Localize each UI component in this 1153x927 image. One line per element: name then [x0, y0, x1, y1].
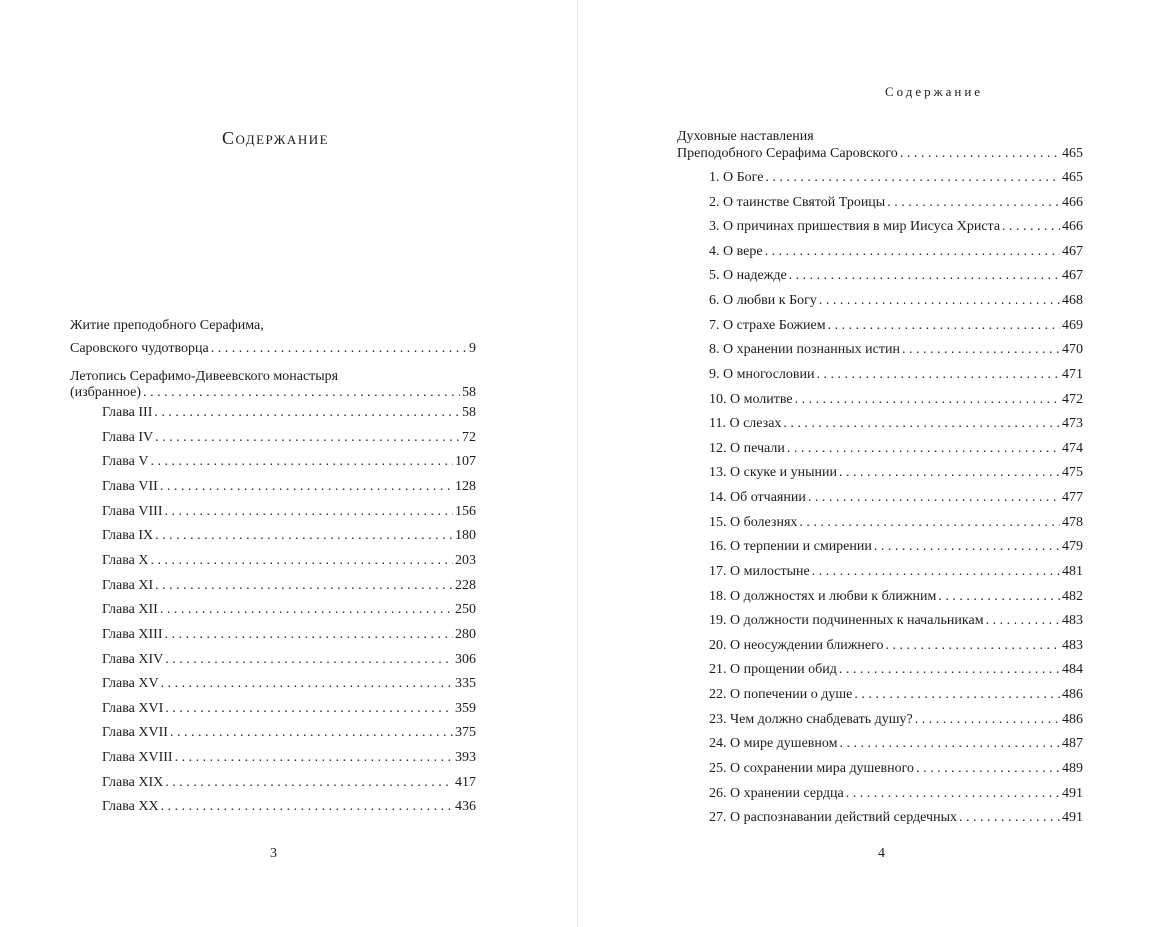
toc-page-number: 478	[1062, 514, 1083, 530]
dot-leader	[151, 453, 454, 471]
toc-page-number: 306	[455, 651, 476, 667]
toc-entry-label: (избранное)	[70, 385, 142, 400]
toc-entry-label: Глава IV	[102, 429, 154, 445]
toc-chapter-item[interactable]	[102, 798, 476, 816]
dot-leader	[846, 785, 1060, 803]
dot-leader	[143, 384, 460, 402]
toc-page-number: 489	[1062, 760, 1083, 776]
toc-entry-label: Глава XX	[102, 799, 159, 815]
toc-instruction-item[interactable]	[709, 317, 1083, 335]
toc-chapter-item[interactable]	[102, 527, 476, 545]
toc-page-number: 469	[1062, 317, 1083, 333]
toc-entry-label: Глава X	[102, 552, 149, 568]
dot-leader	[160, 601, 453, 619]
toc-entry-label: Глава XVI	[102, 700, 164, 716]
dot-leader	[789, 267, 1060, 285]
dot-leader	[160, 478, 453, 496]
toc-instruction-item[interactable]	[709, 686, 1083, 704]
dot-leader	[151, 552, 454, 570]
toc-chapter-item[interactable]	[102, 675, 476, 693]
dot-leader	[839, 661, 1060, 679]
toc-instruction-item[interactable]	[709, 169, 1083, 187]
toc-entry-label: 21. О прощении обид	[709, 662, 837, 678]
toc-page-number: 484	[1062, 662, 1083, 678]
toc-page-number: 335	[455, 676, 476, 692]
dot-leader	[874, 538, 1060, 556]
toc-entry-label: 9. О многословии	[709, 366, 815, 382]
toc-instruction-item[interactable]	[709, 612, 1083, 630]
dot-leader	[1002, 218, 1060, 236]
toc-page-number: 473	[1062, 416, 1083, 432]
toc-page-number: 477	[1062, 490, 1083, 506]
toc-page-number: 468	[1062, 293, 1083, 309]
dot-leader	[170, 724, 453, 742]
dot-leader	[799, 514, 1060, 532]
toc-page-number: 466	[1062, 194, 1083, 210]
toc-instruction-item[interactable]	[709, 637, 1083, 655]
dot-leader	[765, 243, 1060, 261]
dot-leader	[164, 503, 453, 521]
toc-page-number: 465	[1062, 146, 1083, 161]
toc-entry-label: 1. О Боге	[709, 170, 764, 185]
toc-entry-label: 6. О любви к Богу	[709, 293, 817, 309]
dot-leader	[165, 651, 453, 669]
toc-instruction-item[interactable]	[709, 464, 1083, 482]
toc-page-number: 474	[1062, 440, 1083, 456]
toc-chapter-item[interactable]	[102, 404, 476, 422]
toc-chapter-item[interactable]	[102, 478, 476, 496]
toc-entry-label: 19. О должности подчиненных к начальникам	[709, 613, 984, 629]
toc-instruction-item[interactable]	[709, 514, 1083, 532]
toc-instruction-item[interactable]	[709, 366, 1083, 384]
toc-entry-label: 2. О таинстве Святой Троицы	[709, 194, 886, 210]
toc-chapter-item[interactable]	[102, 724, 476, 742]
toc-entry-label: 5. О надежде	[709, 268, 787, 284]
dot-leader	[808, 489, 1060, 507]
toc-instruction-item[interactable]	[709, 661, 1083, 679]
toc-entry-zhitie[interactable]	[70, 340, 476, 358]
dot-leader	[154, 404, 460, 422]
toc-instruction-item[interactable]	[709, 735, 1083, 753]
toc-page-number: 467	[1062, 268, 1083, 284]
dot-leader	[819, 292, 1060, 310]
left-page-title: Содержание	[221, 128, 330, 148]
toc-page-number: 417	[455, 774, 476, 790]
toc-entry-label: 4. О вере	[709, 243, 763, 259]
toc-entry-label: 15. О болезнях	[709, 514, 798, 530]
toc-page-number: 359	[455, 700, 476, 716]
toc-entry-label: 20. О неосуждении ближнего	[709, 637, 884, 653]
toc-chapter-item[interactable]	[102, 577, 476, 595]
toc-instruction-item[interactable]	[709, 809, 1083, 827]
toc-chapter-item[interactable]	[102, 749, 476, 767]
toc-entry-label: 22. О попечении о душе	[709, 687, 853, 703]
toc-instruction-item[interactable]	[709, 194, 1083, 212]
toc-entry-label: Глава XIII	[102, 626, 163, 642]
toc-entry-label: Глава XII	[102, 602, 158, 618]
dot-leader	[840, 735, 1061, 753]
dot-leader	[161, 675, 453, 693]
toc-instruction-item[interactable]	[709, 760, 1083, 778]
toc-page-number: 72	[462, 429, 476, 445]
toc-entry-zhitie-line1: Житие преподобного Серафима,	[70, 318, 264, 333]
toc-chapter-item[interactable]	[102, 453, 476, 471]
toc-entry-letopis[interactable]	[70, 384, 476, 402]
toc-section-entry[interactable]	[677, 145, 1083, 163]
toc-chapter-item[interactable]	[102, 774, 476, 792]
toc-page-number: 471	[1062, 366, 1083, 382]
toc-chapter-item[interactable]	[102, 626, 476, 644]
toc-entry-label: Глава XVIII	[102, 750, 173, 766]
toc-instruction-item[interactable]	[709, 267, 1083, 285]
dot-leader	[165, 700, 453, 718]
dot-leader	[817, 366, 1061, 384]
dot-leader	[787, 440, 1060, 458]
toc-entry-label: Глава XV	[102, 676, 159, 692]
toc-chapter-item[interactable]	[102, 429, 476, 447]
toc-page-number: 393	[455, 750, 476, 766]
dot-leader	[938, 588, 1060, 606]
toc-instruction-item[interactable]	[709, 292, 1083, 310]
toc-entry-label: Глава V	[102, 454, 149, 470]
dot-leader	[900, 145, 1060, 163]
toc-page-number: 482	[1062, 588, 1083, 604]
toc-entry-label: 16. О терпении и смирении	[709, 539, 872, 555]
toc-chapter-item[interactable]	[102, 700, 476, 718]
dot-leader	[211, 340, 467, 358]
toc-page-number: 180	[455, 528, 476, 544]
toc-entry-label: Глава VIII	[102, 503, 163, 519]
toc-entry-label: Глава XIV	[102, 651, 164, 667]
dot-leader	[986, 612, 1060, 630]
dot-leader	[916, 760, 1060, 778]
dot-leader	[854, 686, 1060, 704]
dot-leader	[886, 637, 1060, 655]
dot-leader	[839, 464, 1060, 482]
toc-entry-label: 14. Об отчаянии	[709, 490, 806, 506]
dot-leader	[164, 626, 453, 644]
toc-instruction-item[interactable]	[709, 711, 1083, 729]
toc-entry-label: 3. О причинах пришествия в мир Иисуса Христа	[709, 219, 1001, 235]
toc-entry-label: Глава III	[102, 405, 153, 420]
toc-entry-label: 11. О слезах	[709, 416, 782, 432]
toc-page-number: 58	[462, 405, 476, 420]
toc-page-number: 128	[455, 478, 476, 494]
toc-entry-label: 18. О должностях и любви к ближним	[709, 588, 937, 604]
toc-page-number: 481	[1062, 563, 1083, 579]
page-number: 3	[270, 846, 277, 861]
toc-page-number: 156	[455, 503, 476, 519]
dot-leader	[795, 391, 1060, 409]
toc-instruction-item[interactable]	[709, 341, 1083, 359]
dot-leader	[902, 341, 1060, 359]
toc-page-number: 472	[1062, 391, 1083, 407]
dot-leader	[783, 415, 1060, 433]
toc-page-number: 487	[1062, 736, 1083, 752]
page-number: 4	[878, 846, 885, 861]
toc-instruction-item[interactable]	[709, 243, 1083, 261]
dot-leader	[165, 774, 453, 792]
running-header-title: Содержание	[884, 84, 984, 99]
toc-page-number: 486	[1062, 711, 1083, 727]
dot-leader	[175, 749, 453, 767]
dot-leader	[765, 169, 1060, 187]
toc-chapter-item[interactable]	[102, 552, 476, 570]
toc-entry-label: 13. О скуке и унынии	[709, 465, 837, 481]
toc-page-number: 436	[455, 799, 476, 815]
toc-instruction-item[interactable]	[709, 218, 1083, 236]
toc-page-number: 9	[469, 341, 476, 356]
toc-page-number: 486	[1062, 687, 1083, 703]
toc-entry-label: 7. О страхе Божием	[709, 317, 826, 333]
toc-entry-label: 10. О молитве	[709, 391, 793, 407]
dot-leader	[828, 317, 1060, 335]
toc-page-number: 491	[1062, 785, 1083, 801]
toc-entry-label: Глава XVII	[102, 725, 168, 741]
toc-page-number: 483	[1062, 637, 1083, 653]
toc-chapter-item[interactable]	[102, 651, 476, 669]
toc-instruction-item[interactable]	[709, 415, 1083, 433]
toc-instruction-item[interactable]	[709, 391, 1083, 409]
dot-leader	[161, 798, 453, 816]
toc-entry-label: Глава XIX	[102, 774, 164, 790]
dot-leader	[959, 809, 1060, 827]
toc-entry-label: 26. О хранении сердца	[709, 785, 844, 801]
toc-entry-label: Глава XI	[102, 577, 154, 593]
toc-entry-label: Глава VII	[102, 478, 158, 494]
toc-instruction-item[interactable]	[709, 489, 1083, 507]
toc-page-number: 483	[1062, 613, 1083, 629]
toc-page-number: 465	[1062, 170, 1083, 185]
toc-page-number: 107	[455, 454, 476, 470]
dot-leader	[812, 563, 1060, 581]
toc-entry-label: 25. О сохранении мира душевного	[709, 760, 915, 776]
dot-leader	[887, 194, 1060, 212]
toc-instruction-item[interactable]	[709, 538, 1083, 556]
toc-instruction-item[interactable]	[709, 785, 1083, 803]
toc-instruction-item[interactable]	[709, 588, 1083, 606]
toc-page-number: 203	[455, 552, 476, 568]
dot-leader	[155, 577, 453, 595]
toc-page-number: 280	[455, 626, 476, 642]
toc-page-number: 228	[455, 577, 476, 593]
toc-entry-label: Преподобного Серафима Саровского	[677, 146, 898, 161]
toc-page-number: 250	[455, 602, 476, 618]
dot-leader	[155, 527, 453, 545]
toc-page-number: 466	[1062, 219, 1083, 235]
toc-entry-label: 23. Чем должно снабдевать душу?	[709, 711, 913, 727]
toc-instruction-item[interactable]	[709, 563, 1083, 581]
toc-page-number: 479	[1062, 539, 1083, 555]
toc-entry-letopis-line1: Летопись Серафимо-Дивеевского монастыря	[70, 369, 339, 384]
dot-leader	[915, 711, 1060, 729]
toc-entry-label: 12. О печали	[709, 440, 785, 456]
toc-entry-label: 27. О распознавании действий сердечных	[709, 810, 957, 826]
dot-leader	[155, 429, 460, 447]
right-page	[578, 0, 1153, 927]
toc-page-number: 58	[462, 385, 476, 400]
toc-page-number: 467	[1062, 243, 1083, 259]
toc-entry-label: 17. О милостыне	[709, 563, 810, 579]
toc-entry-label: 8. О хранении познанных истин	[709, 342, 900, 358]
toc-section-line1: Духовные наставления	[677, 129, 814, 144]
toc-entry-label: Глава IX	[102, 528, 154, 544]
toc-page-number: 375	[455, 725, 476, 741]
toc-page-number: 475	[1062, 465, 1083, 481]
toc-page-number: 470	[1062, 342, 1083, 358]
toc-entry-label: Саровского чудотворца	[70, 341, 209, 356]
toc-page-number: 491	[1062, 810, 1083, 826]
toc-instruction-item[interactable]	[709, 440, 1083, 458]
toc-chapter-item[interactable]	[102, 503, 476, 521]
toc-chapter-item[interactable]	[102, 601, 476, 619]
toc-entry-label: 24. О мире душевном	[709, 736, 838, 752]
